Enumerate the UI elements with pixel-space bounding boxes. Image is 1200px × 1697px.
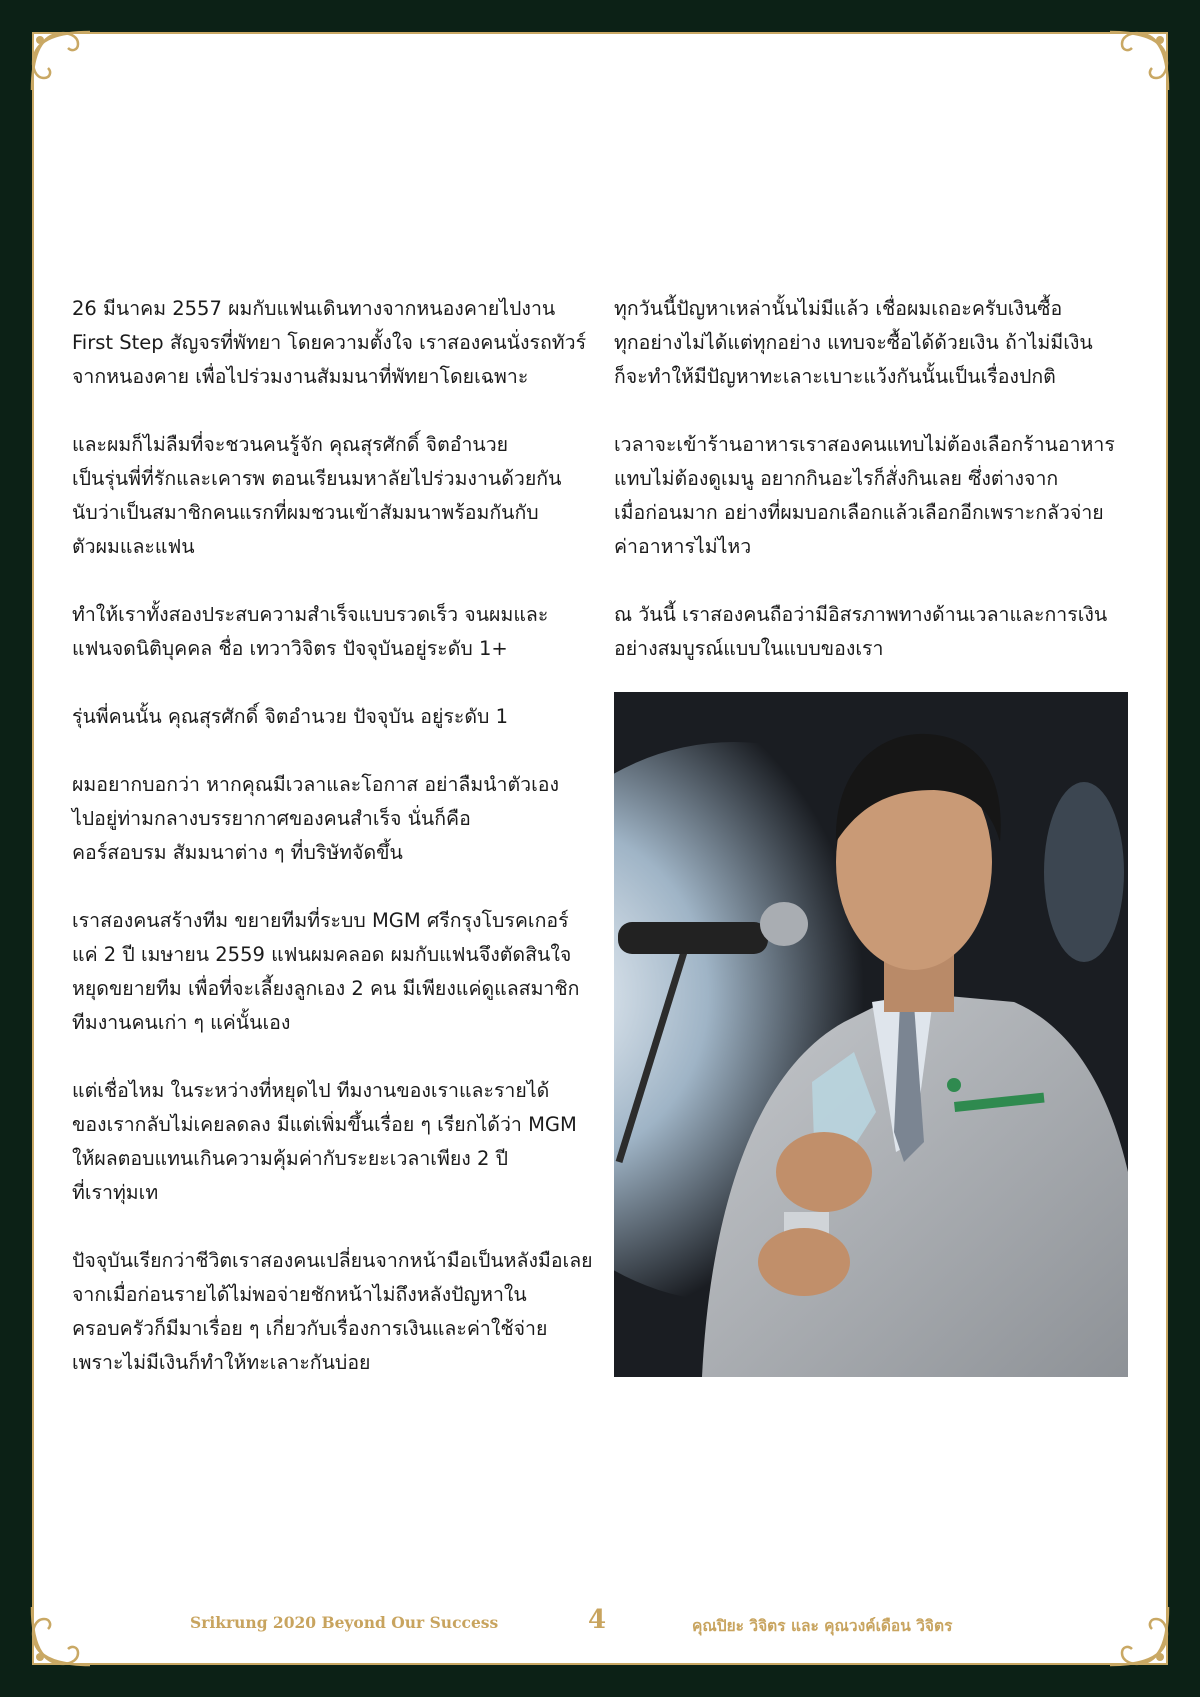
paragraph: แต่เชื่อไหม ในระหว่างที่หยุดไป ทีมงานของเราและรายได้ ของเรากลับไม่เคยลดลง มีแต่เพิ่มขึ้นเรื่อย ๆ เรียกได้ว่า MGM ให้ผลตอบแทนเกินความคุ้มค่ากับระยะเวลาเพียง 2 ปี ที่เราทุ่มเท [72, 1079, 577, 1204]
paragraph: ณ วันนี้ เราสองคนถือว่ามีอิสรภาพทางด้านเวลาและการเงิน อย่างสมบูรณ์แบบในแบบของเรา [614, 603, 1108, 660]
paragraph: รุ่นพี่คนนั้น คุณสุรศักดิ์ จิตอำนวย ปัจจุบัน อยู่ระดับ 1 [72, 705, 508, 728]
speaker-photo-illustration [614, 692, 1128, 1377]
page-footer [0, 1605, 1200, 1641]
corner-ornament-top-left [26, 26, 96, 96]
paragraph: เวลาจะเข้าร้านอาหารเราสองคนแทบไม่ต้องเลือกร้านอาหาร แทบไม่ต้องดูเมนู อยากกินอะไรก็สั่งกินเลย ซึ่งต่างจาก เมื่อก่อนมาก อย่างที่ผมบอกเลือกแล้วเลือกอีกเพราะกลัวจ่าย ค่าอาหารไม่ไหว [614, 433, 1115, 558]
paragraph: และผมก็ไม่ลืมที่จะชวนคนรู้จัก คุณสุรศักดิ์ จิตอำนวย เป็นรุ่นพี่ที่รักและเคารพ ตอนเรียนมหาลัยไปร่วมงานด้วยกัน นับว่าเป็นสมาชิกคนแรกที่ผมชวนเข้าสัมมนาพร้อมกันกับ ตัวผมและแฟน [72, 433, 562, 558]
left-text-column [72, 292, 602, 1414]
paragraph: ปัจจุบันเรียกว่าชีวิตเราสองคนเปลี่ยนจากหน้ามือเป็นหลังมือเลย จากเมื่อก่อนรายได้ไม่พอจ่ายชักหน้าไม่ถึงหลังปัญหาใน ครอบครัวก็มีมาเรื่อย ๆ เกี่ยวกับเรื่องการเงินและค่าใช้จ่าย เพราะไม่มีเงินก็ทำให้ทะเลาะกันบ่อย [72, 1249, 593, 1374]
corner-ornament-top-right [1104, 26, 1174, 96]
right-text-column [614, 292, 1134, 700]
paragraph: เราสองคนสร้างทีม ขยายทีมที่ระบบ MGM ศรีกรุงโบรคเกอร์ แค่ 2 ปี เมษายน 2559 แฟนผมคลอด ผมกับแฟนจึงตัดสินใจ หยุดขยายทีม เพื่อที่จะเลี้ยงลูกเอง 2 คน มีเพียงแค่ดูแลสมาชิก ทีมงานคนเก่า ๆ แค่นั้นเอง [72, 909, 580, 1034]
page-number: 4 [588, 1605, 607, 1635]
footer-author-names: คุณปิยะ วิจิตร และ คุณวงค์เดือน วิจิตร [692, 1616, 953, 1635]
footer-publication-title: Srikrung 2020 Beyond Our Success [190, 1613, 499, 1632]
paragraph: ผมอยากบอกว่า หากคุณมีเวลาและโอกาส อย่าลืมนำตัวเอง ไปอยู่ท่ามกลางบรรยากาศของคนสำเร็จ นั่นก็คือ คอร์สอบรม สัมมนาต่าง ๆ ที่บริษัทจัดขึ้น [72, 773, 559, 864]
paragraph: ทำให้เราทั้งสองประสบความสำเร็จแบบรวดเร็ว จนผมและ แฟนจดนิติบุคคล ชื่อ เทวาวิจิตร ปัจจุบันอยู่ระดับ 1+ [72, 603, 549, 660]
paragraph: ทุกวันนี้ปัญหาเหล่านั้นไม่มีแล้ว เชื่อผมเถอะครับเงินซื้อ ทุกอย่างไม่ได้แต่ทุกอย่าง แทบจะซื้อได้ด้วยเงิน ถ้าไม่มีเงิน ก็จะทำให้มีปัญหาทะเลาะเบาะแว้งกันนั้นเป็นเรื่องปกติ [614, 297, 1093, 388]
speaker-photo [614, 692, 1128, 1377]
paragraph: 26 มีนาคม 2557 ผมกับแฟนเดินทางจากหนองคายไปงาน First Step สัญจรที่พัทยา โดยความตั้งใจ เราสองคนนั่งรถทัวร์ จากหนองคาย เพื่อไปร่วมงานสัมมนาที่พัทยาโดยเฉพาะ [72, 297, 587, 388]
